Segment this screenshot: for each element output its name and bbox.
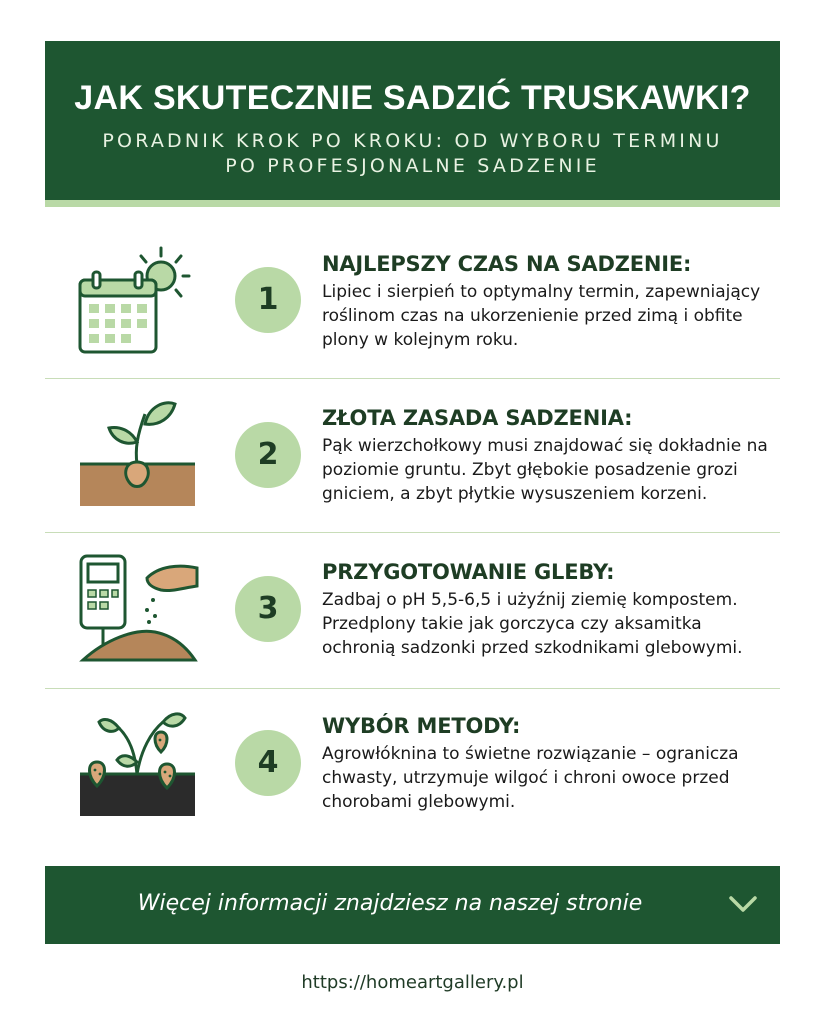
step-description: Agrowłóknina to świetne rozwiązanie – ogranicza chwasty, utrzymuje wilgoć i chroni owoce przed chorobami glebowymi.	[322, 744, 739, 812]
step-number: 3	[235, 576, 301, 642]
step-title: WYBÓR METODY:	[322, 714, 521, 738]
step-title: NAJLEPSZY CZAS NA SADZENIE:	[322, 252, 692, 276]
page-title: JAK SKUTECZNIE SADZIĆ TRUSKAWKI?	[74, 79, 751, 117]
calendar-sun-icon	[75, 238, 200, 358]
divider	[45, 688, 780, 689]
page-subtitle: PORADNIK KROK PO KROKU: OD WYBORU TERMINU PO PROFESJONALNE SADZENIE	[102, 130, 723, 177]
step-title: PRZYGOTOWANIE GLEBY:	[322, 560, 615, 584]
step-description: Pąk wierzchołkowy musi znajdować się dokładnie na poziomie gruntu. Zbyt głębokie posadzenie grozi gniciem, a zbyt płytkie wysuszeniem korzeni.	[322, 436, 768, 504]
divider	[45, 532, 780, 533]
step-number: 2	[235, 422, 301, 488]
step-2	[45, 394, 780, 544]
step-1	[45, 238, 780, 388]
step-number: 1	[235, 267, 301, 333]
more-info-link[interactable]: Więcej informacji znajdziesz na naszej stronie	[137, 891, 643, 916]
step-number: 4	[235, 730, 301, 796]
chevron-down-icon[interactable]	[728, 892, 758, 916]
step-3	[45, 548, 780, 698]
website-url[interactable]: https://homeartgallery.pl	[301, 972, 524, 993]
divider	[45, 378, 780, 379]
strawberry-plant-icon	[75, 702, 200, 822]
step-4	[45, 702, 780, 852]
sprout-soil-icon	[75, 394, 200, 514]
more-info-banner[interactable]	[45, 866, 780, 944]
header-underline	[45, 200, 780, 207]
step-title: ZŁOTA ZASADA SADZENIA:	[322, 406, 633, 430]
ph-meter-soil-icon	[75, 548, 200, 668]
header-banner	[45, 41, 780, 200]
step-description: Lipiec i sierpień to optymalny termin, zapewniający roślinom czas na ukorzenienie przed zimą i obfite plony w kolejnym roku.	[322, 282, 761, 350]
step-description: Zadbaj o pH 5,5-6,5 i użyźnij ziemię kompostem. Przedplony takie jak gorczyca czy aksamitka ochronią sadzonki przed szkodnikami glebowymi.	[322, 590, 743, 658]
